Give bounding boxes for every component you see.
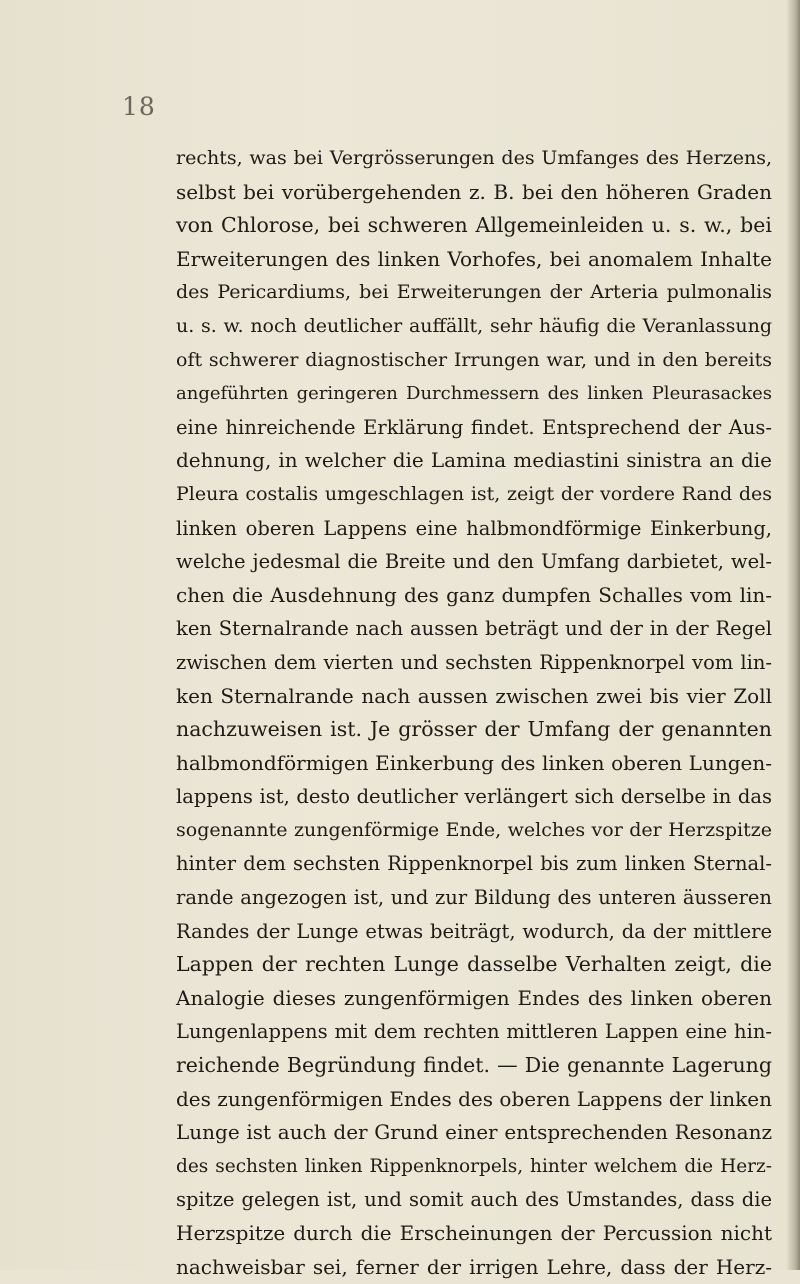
text-line: Lungenlappens mit dem rechten mittleren Lappen eine hin- bbox=[176, 1020, 772, 1044]
text-line: halbmondförmigen Einkerbung des linken oberen Lungen- bbox=[176, 750, 772, 775]
text-line: dehnung, in welcher die Lamina mediastini sinistra an die bbox=[176, 448, 772, 473]
text-line: nachzuweisen ist. Je grösser der Umfang der genannten bbox=[176, 717, 772, 742]
text-line: nachweisbar sei, ferner der irrigen Lehre, dass der Herz- bbox=[176, 1254, 772, 1279]
text-line: des sechsten linken Rippenknorpels, hinter welchem die Herz- bbox=[176, 1155, 772, 1177]
text-line: selbst bei vorübergehenden z. B. bei den höheren Graden bbox=[176, 179, 772, 204]
text-line: u. s. w. noch deutlicher auffällt, sehr häufig die Veranlassung bbox=[176, 314, 772, 337]
text-line: linken oberen Lappens eine halbmondförmige Einkerbung, bbox=[176, 516, 772, 540]
text-line: welche jedesmal die Breite und den Umfang darbietet, wel- bbox=[176, 550, 772, 574]
text-line: Randes der Lunge etwas beiträgt, wodurch, da der mittlere bbox=[176, 919, 772, 943]
text-line: Pleura costalis umgeschlagen ist, zeigt der vordere Rand des bbox=[176, 482, 772, 505]
page-number: 18 bbox=[122, 92, 156, 121]
text-line: ken Sternalrande nach aussen zwischen zwei bis vier Zoll bbox=[176, 683, 772, 708]
text-line: chen die Ausdehnung des ganz dumpfen Schalles vom lin- bbox=[176, 582, 772, 607]
text-line: ken Sternalrande nach aussen beträgt und der in der Regel bbox=[176, 617, 772, 641]
text-line: zwischen dem vierten und sechsten Rippenknorpel vom lin- bbox=[176, 650, 772, 674]
text-line: Erweiterungen des linken Vorhofes, bei anomalem Inhalte bbox=[176, 246, 772, 271]
page-edge-shadow bbox=[786, 0, 800, 1270]
text-line: hinter dem sechsten Rippenknorpel bis zum linken Sternal- bbox=[176, 852, 772, 876]
text-line: Lunge ist auch der Grund einer entsprechenden Resonanz bbox=[176, 1120, 772, 1145]
text-line: lappens ist, desto deutlicher verlängert sich derselbe in das bbox=[176, 785, 772, 809]
text-line: rande angezogen ist, und zur Bildung des unteren äusseren bbox=[176, 886, 772, 910]
text-line: eine hinreichende Erklärung findet. Entsprechend der Aus- bbox=[176, 415, 772, 439]
text-line: Lappen der rechten Lunge dasselbe Verhalten zeigt, die bbox=[176, 952, 772, 977]
text-line: angeführten geringeren Durchmessern des linken Pleurasackes bbox=[176, 383, 772, 405]
text-line: spitze gelegen ist, und somit auch des Umstandes, dass die bbox=[176, 1188, 772, 1212]
text-line: sogenannte zungenförmige Ende, welches vor der Herzspitze bbox=[176, 818, 772, 841]
body-text bbox=[176, 142, 772, 1284]
text-line: oft schwerer diagnostischer Irrungen war, und in den bereits bbox=[176, 348, 772, 371]
text-line: des Pericardiums, bei Erweiterungen der Arteria pulmonalis bbox=[176, 281, 772, 304]
text-line: von Chlorose, bei schweren Allgemeinleiden u. s. w., bei bbox=[176, 213, 772, 238]
text-line: Analogie dieses zungenförmigen Endes des linken oberen bbox=[176, 985, 772, 1010]
text-line: des zungenförmigen Endes des oberen Lappens der linken bbox=[176, 1086, 772, 1111]
text-line: Herzspitze durch die Erscheinungen der Percussion nicht bbox=[176, 1221, 772, 1245]
text-line: rechts, was bei Vergrösserungen des Umfanges des Herzens, bbox=[176, 147, 772, 169]
text-line: reichende Begründung findet. — Die genannte Lagerung bbox=[176, 1053, 772, 1078]
